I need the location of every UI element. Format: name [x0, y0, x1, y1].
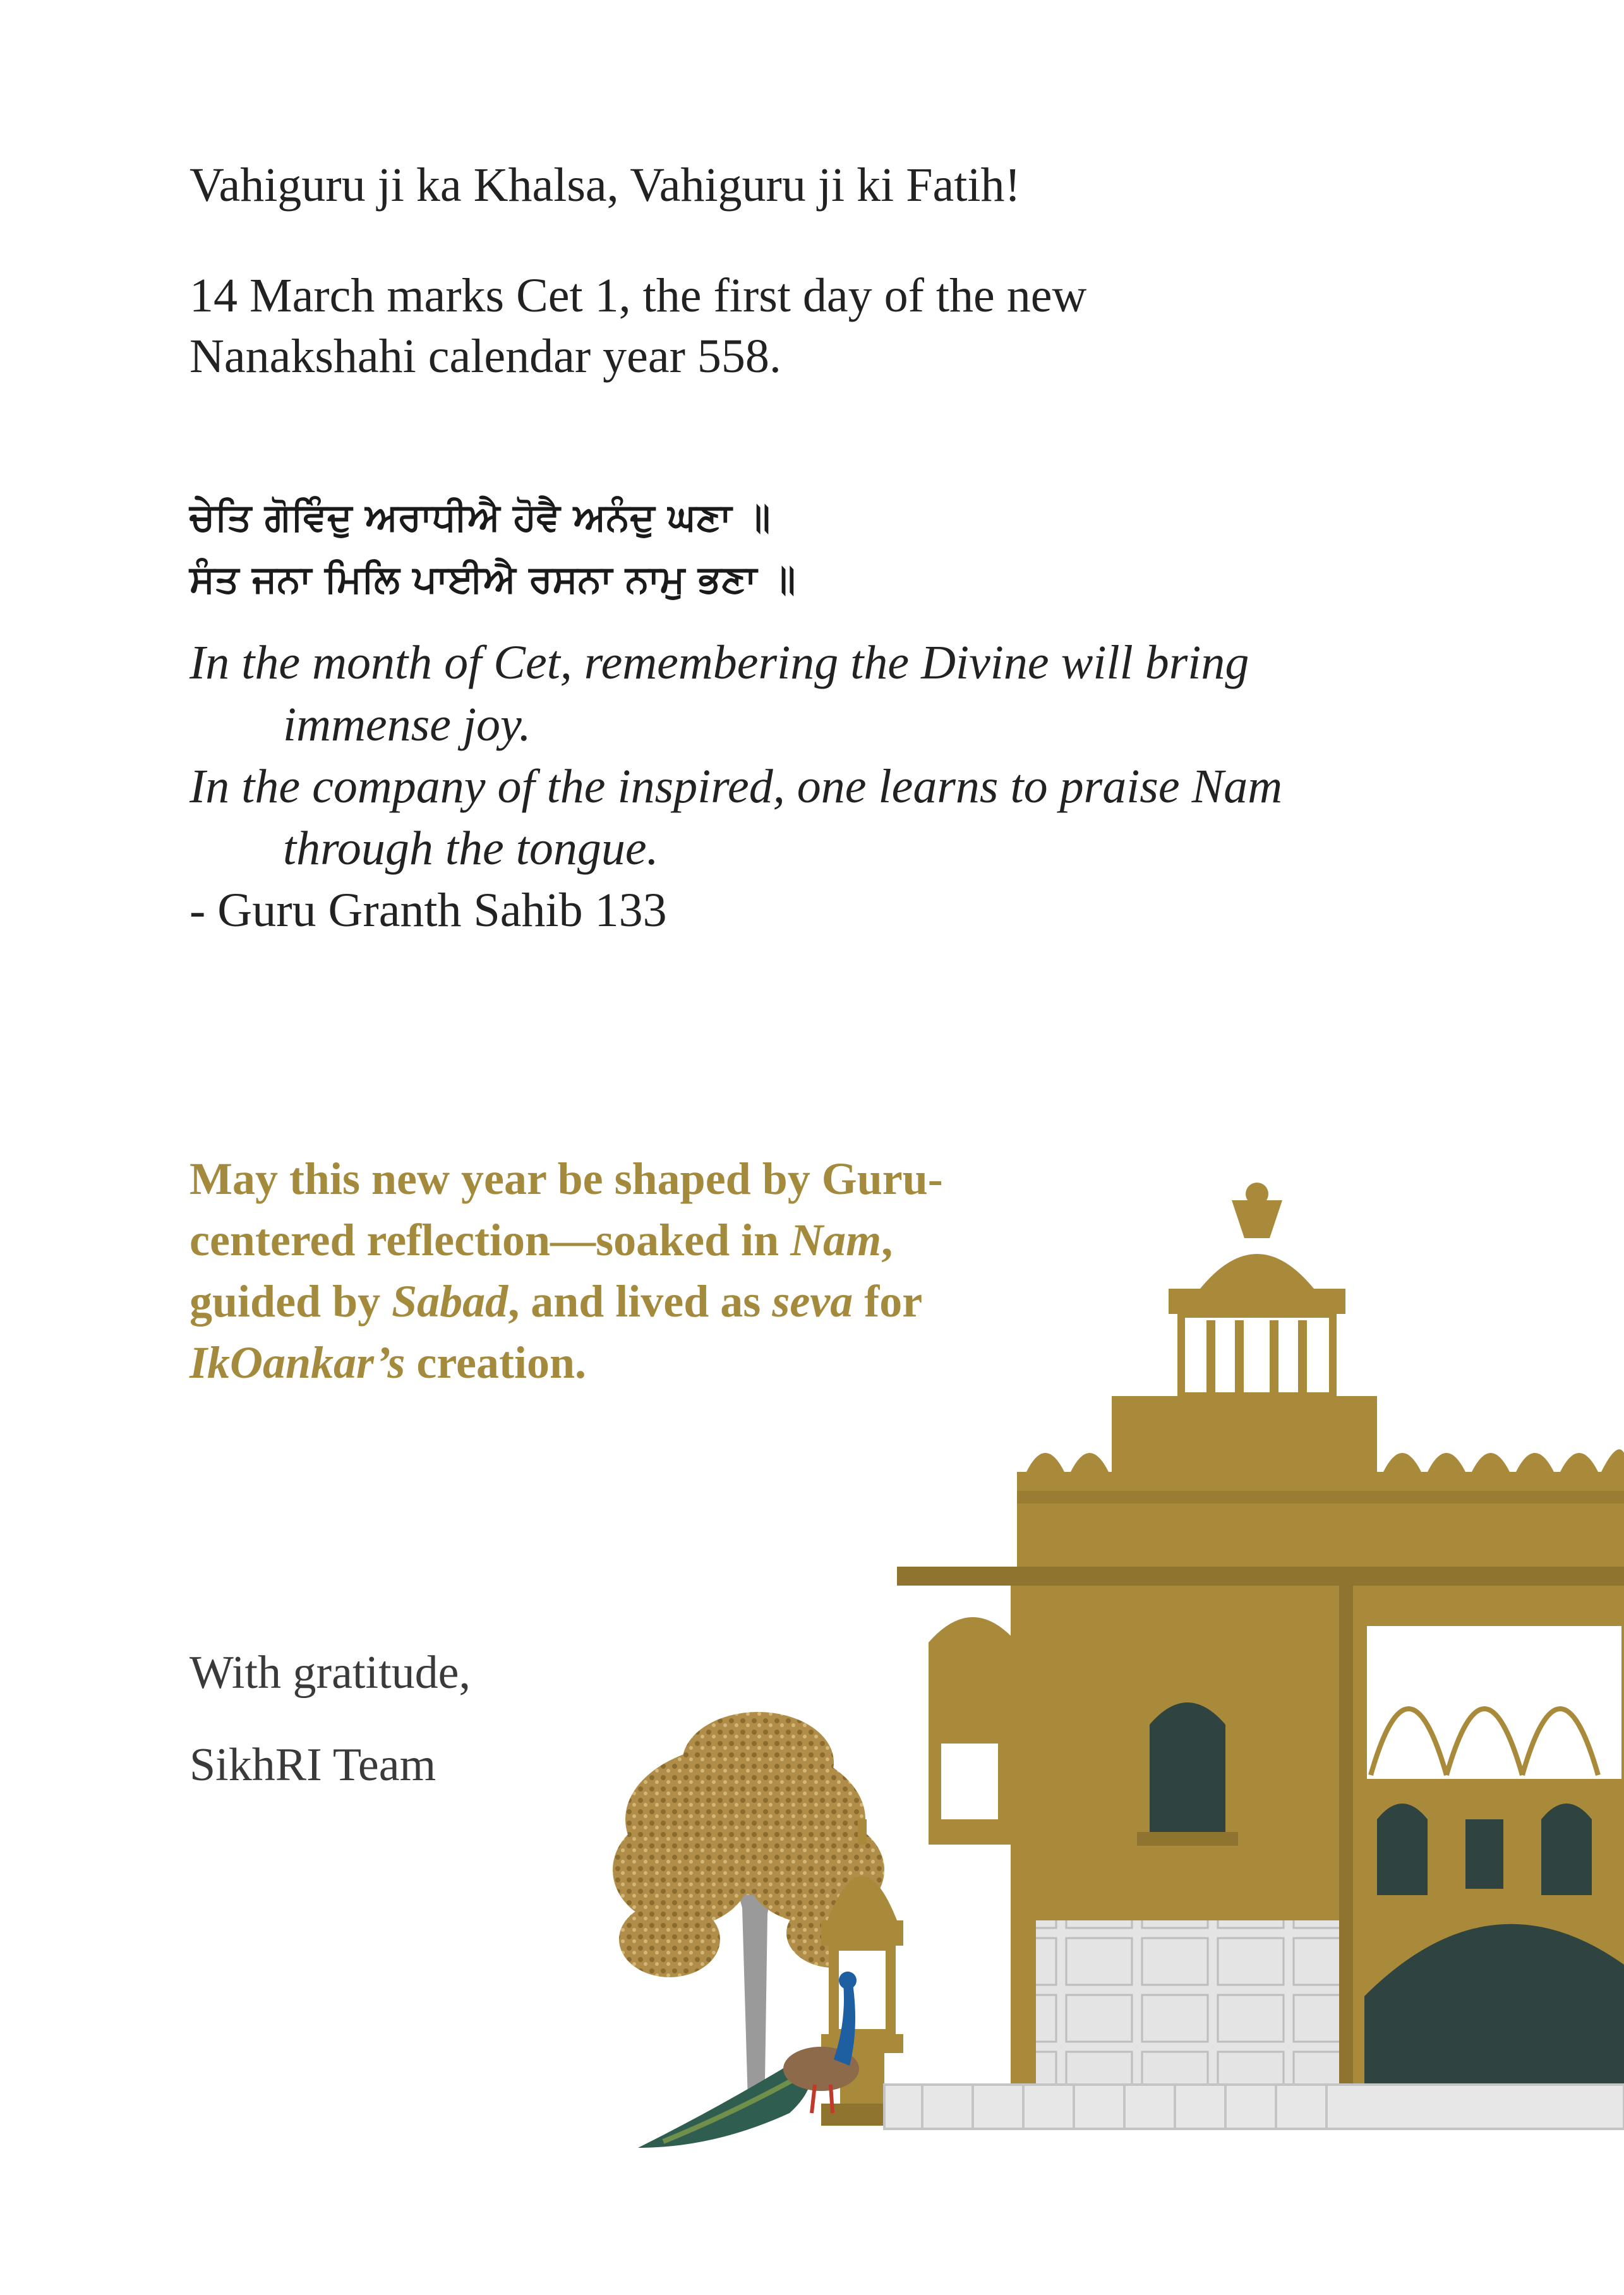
blessing-part-2: , guided by	[189, 1215, 893, 1327]
gurbani-line-1: ਚੇਤਿ ਗੋਵਿੰਦੁ ਅਰਾਧੀਐ ਹੋਵੈ ਅਨੰਦੁ ਘਣਾ ॥	[189, 495, 771, 539]
blessing-term-nam: Nam	[790, 1215, 882, 1265]
verse-translation	[189, 632, 1282, 941]
translation-line-2a: In the company of the inspired, one learns to praise Nam	[189, 760, 1283, 813]
lamp-post-icon	[821, 1819, 903, 2126]
translation-line-1b: immense joy.	[283, 698, 531, 751]
verse-citation: - Guru Granth Sahib 133	[189, 884, 667, 937]
tree-icon	[613, 1712, 884, 2123]
blessing-part-4: for	[853, 1276, 922, 1327]
signoff	[189, 1627, 471, 1811]
translation-line-2b: through the tongue.	[283, 822, 659, 875]
intro-line-1: 14 March marks Cet 1, the first day of the new	[189, 269, 1087, 322]
greeting-text: Vahiguru ji ka Khalsa, Vahiguru ji ki Fatih!	[189, 159, 1021, 212]
gurbani-verse	[189, 486, 795, 610]
new-year-blessing	[189, 1148, 1011, 1394]
blessing-part-5: creation.	[405, 1337, 586, 1388]
blessing-term-seva: seva	[772, 1276, 853, 1327]
blessing-term-ikoankar: IkOankar’s	[189, 1337, 406, 1388]
gurbani-line-2: ਸੰਤ ਜਨਾ ਮਿਲਿ ਪਾਈਐ ਰਸਨਾ ਨਾਮੁ ਭਣਾ ॥	[189, 557, 796, 601]
translation-line-1a: In the month of Cet, remembering the Divine will bring	[189, 636, 1249, 689]
peacock-icon	[638, 1972, 859, 2148]
blessing-term-sabad: Sabad	[392, 1276, 508, 1327]
signoff-gratitude: With gratitude,	[189, 1647, 471, 1699]
signoff-team: SikhRI Team	[189, 1739, 436, 1791]
intro-line-2: Nanakshahi calendar year 558.	[189, 330, 781, 383]
blessing-part-3: , and lived as	[508, 1276, 773, 1327]
intro-paragraph	[189, 265, 1086, 387]
blessing-part-1: May this new year be shaped by Guru-centered reflection—soaked in	[189, 1154, 943, 1265]
